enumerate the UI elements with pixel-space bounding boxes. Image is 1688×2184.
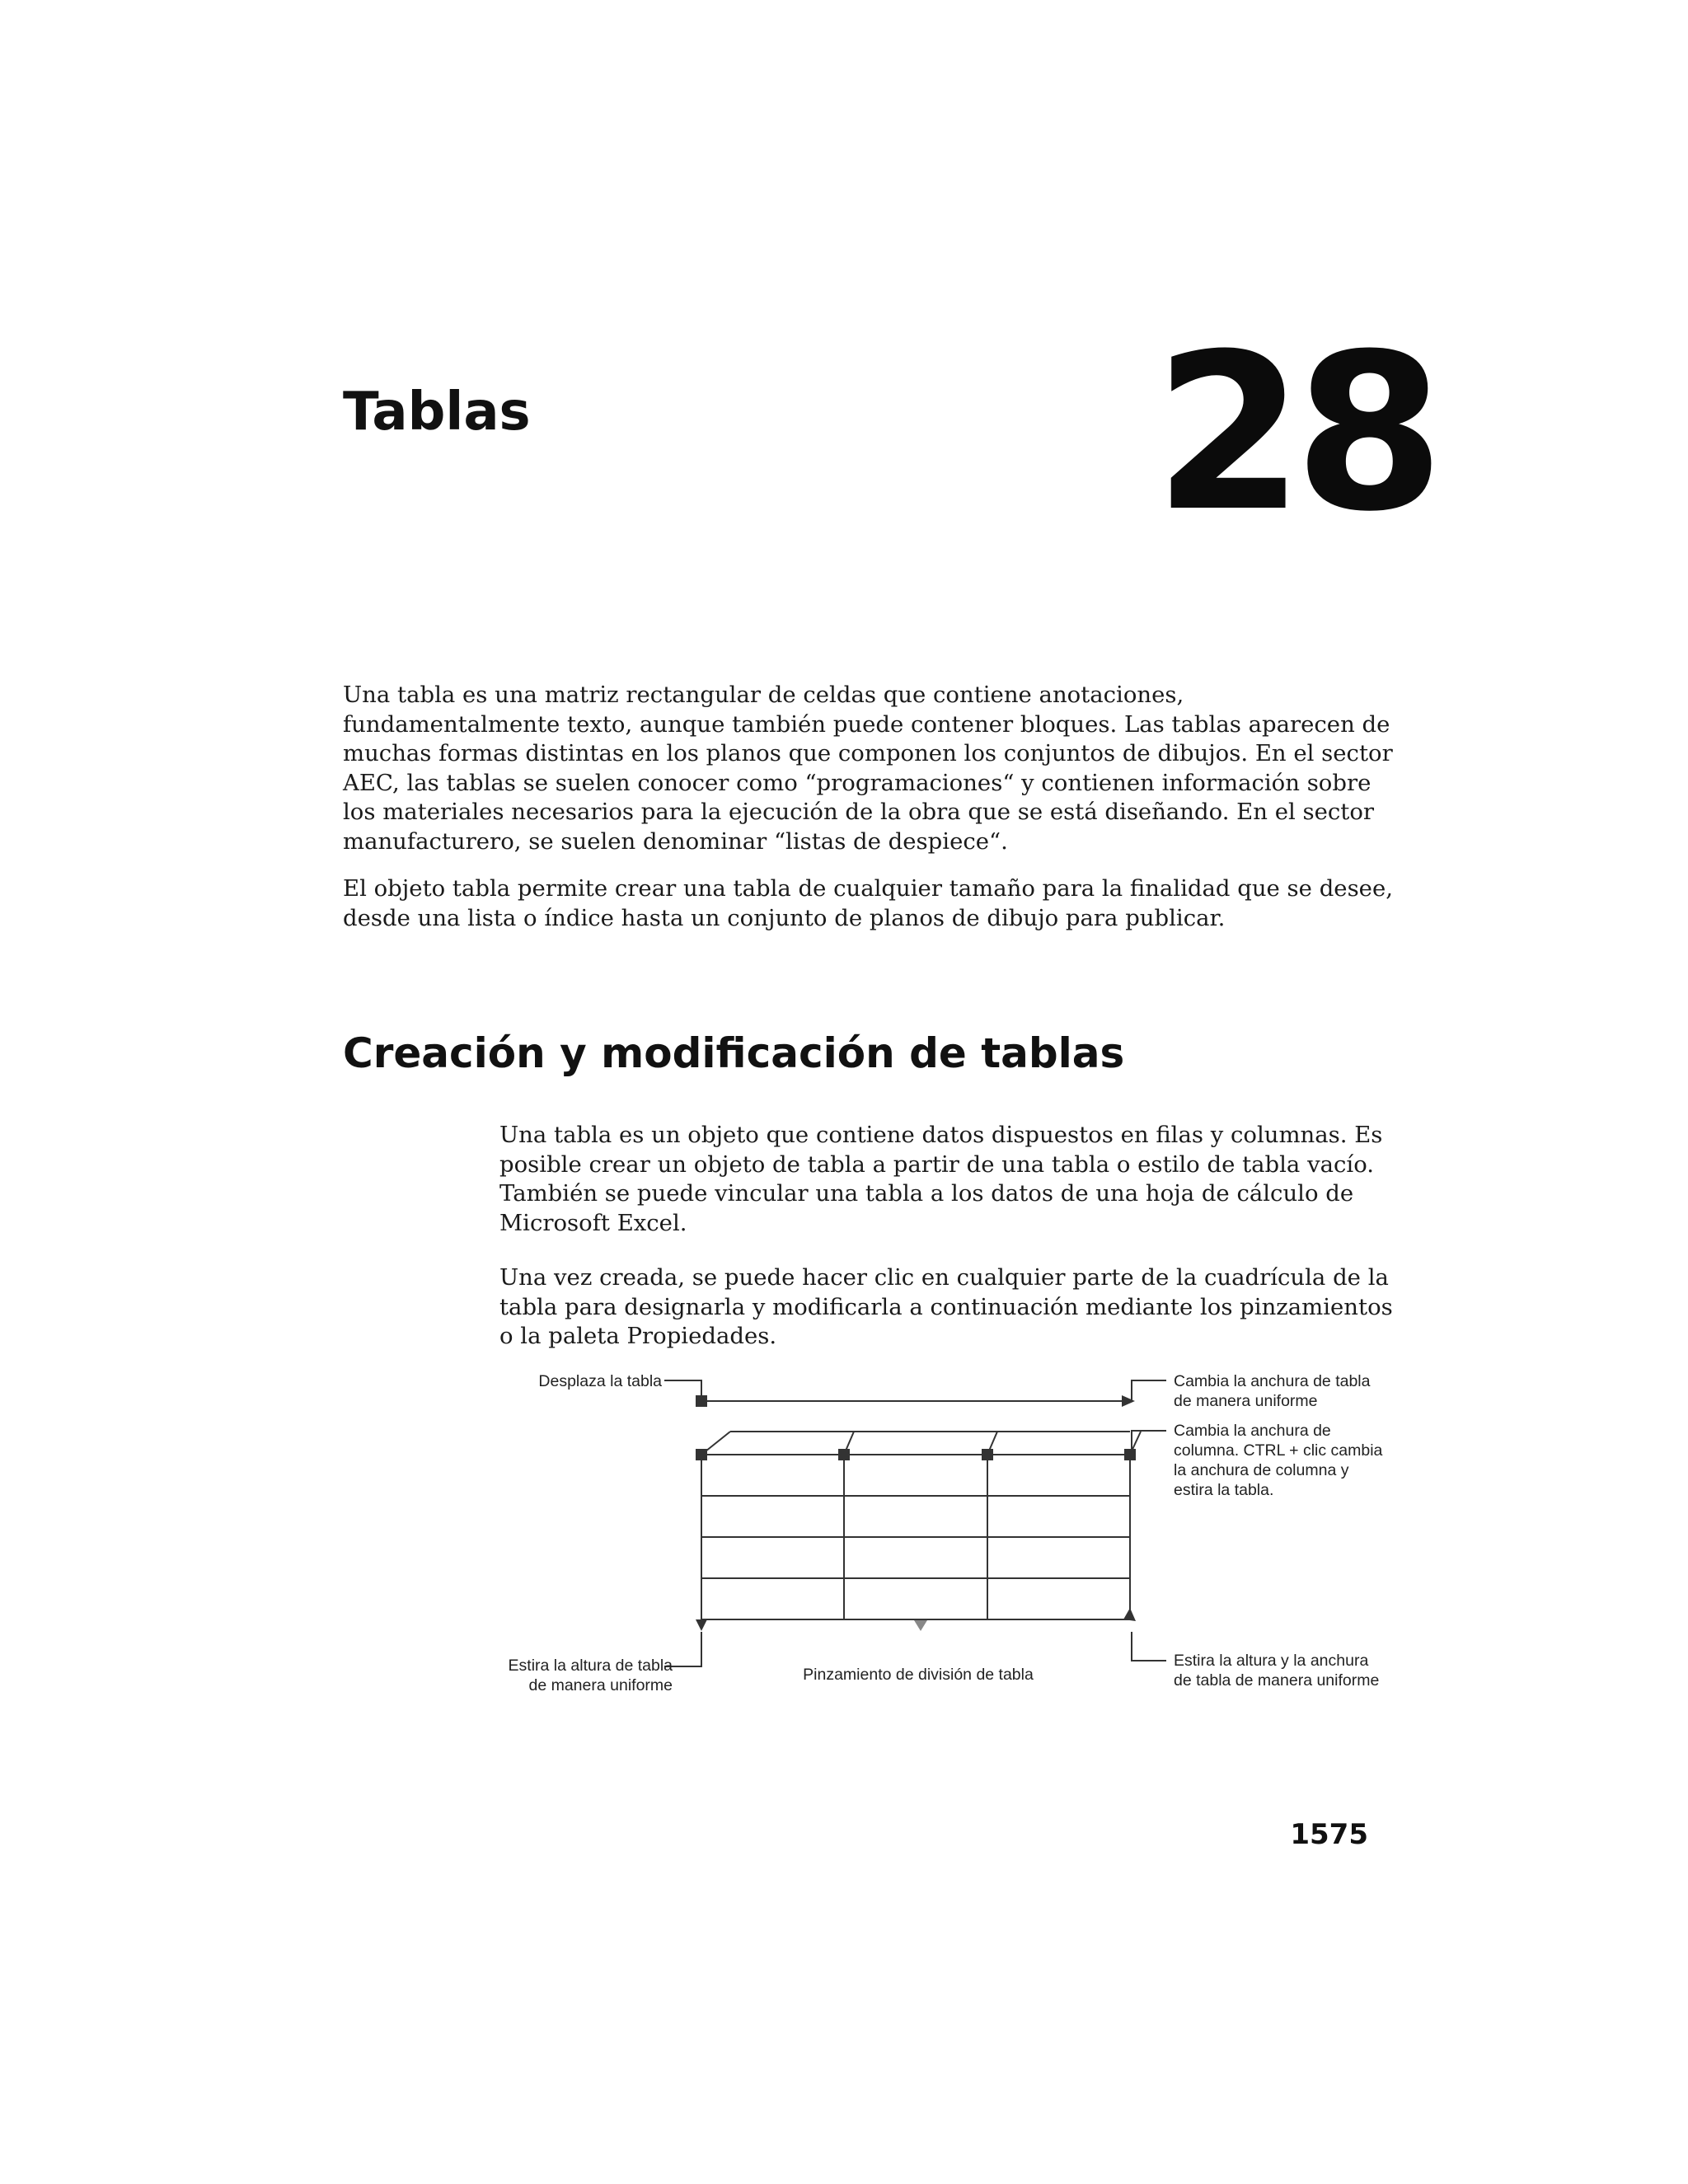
move-table-grip[interactable] — [696, 1395, 707, 1407]
height-arrow-grip[interactable] — [696, 1619, 707, 1631]
leader-stretch-both — [1132, 1632, 1166, 1661]
leader-change-width — [1132, 1380, 1166, 1401]
label-change-width-1: Cambia la anchura de tabla — [1174, 1372, 1371, 1390]
table-split-grip[interactable] — [914, 1620, 927, 1631]
label-column-width-1: Cambia la anchura de — [1174, 1422, 1331, 1440]
label-column-width-2: columna. CTRL + clic cambia — [1174, 1441, 1383, 1460]
label-column-width-3: la anchura de columna y — [1174, 1461, 1349, 1479]
intro-paragraph-2: El objeto tabla permite crear una tabla de cualquier tamaño para la finalidad que se desee, desde una lista o índice hasta un conjunto de planos de dibujo para publicar. — [343, 875, 1393, 931]
chapter-number: 28 — [1154, 307, 1435, 559]
corner-stretch-grip[interactable] — [1123, 1608, 1136, 1621]
label-stretch-height-1: Estira la altura de tabla — [508, 1657, 673, 1675]
table-grips-figure — [499, 1364, 1390, 1713]
label-stretch-both-2: de tabla de manera uniforme — [1174, 1671, 1380, 1690]
width-arrow-grip[interactable] — [1122, 1395, 1135, 1407]
column-grip[interactable] — [1124, 1449, 1136, 1460]
label-split-grip: Pinzamiento de división de tabla — [803, 1666, 1034, 1684]
section-paragraph-1: Una tabla es un objeto que contiene datos dispuestos en filas y columnas. Es posible crear un objeto de tabla a partir de una tabla o estilo de tabla vacío. También se puede vincular una tabla a los datos de una hoja de cálculo de Microsoft Excel. — [499, 1122, 1383, 1236]
column-grip[interactable] — [982, 1449, 993, 1460]
section-title: Creación y modificación de tablas — [343, 1029, 1125, 1077]
intro-paragraph-1: Una tabla es una matriz rectangular de celdas que contiene anotaciones, fundamentalmente texto, aunque también puede contener bloques. Las tablas aparecen de muchas formas distintas en los planos que componen los conjuntos de dibujos. En el sector AEC, las tablas se suelen conocer como “programaciones“ y contienen información sobre los materiales necesarios para la ejecución de la obra que se está diseñando. En el sector manufacturero, se suelen denominar “listas de despiece“. — [343, 682, 1393, 855]
label-move-table: Desplaza la tabla — [538, 1372, 662, 1390]
leader-column-width — [1132, 1431, 1166, 1455]
column-grip[interactable] — [838, 1449, 850, 1460]
table-grips-diagram — [499, 1364, 1390, 1710]
label-change-width-2: de manera uniforme — [1174, 1392, 1318, 1410]
label-column-width-4: estira la tabla. — [1174, 1481, 1274, 1499]
column-grip[interactable] — [696, 1449, 707, 1460]
label-stretch-height-2: de manera uniforme — [528, 1676, 673, 1694]
label-stretch-both-1: Estira la altura y la anchura — [1174, 1652, 1369, 1670]
chapter-title: Tablas — [343, 382, 531, 443]
page-number: 1575 — [1290, 1818, 1368, 1851]
section-paragraph-2: Una vez creada, se puede hacer clic en cualquier parte de la cuadrícula de la tabla para designarla y modificarla a continuación mediante los pinzamientos o la paleta Propiedades. — [499, 1264, 1393, 1349]
